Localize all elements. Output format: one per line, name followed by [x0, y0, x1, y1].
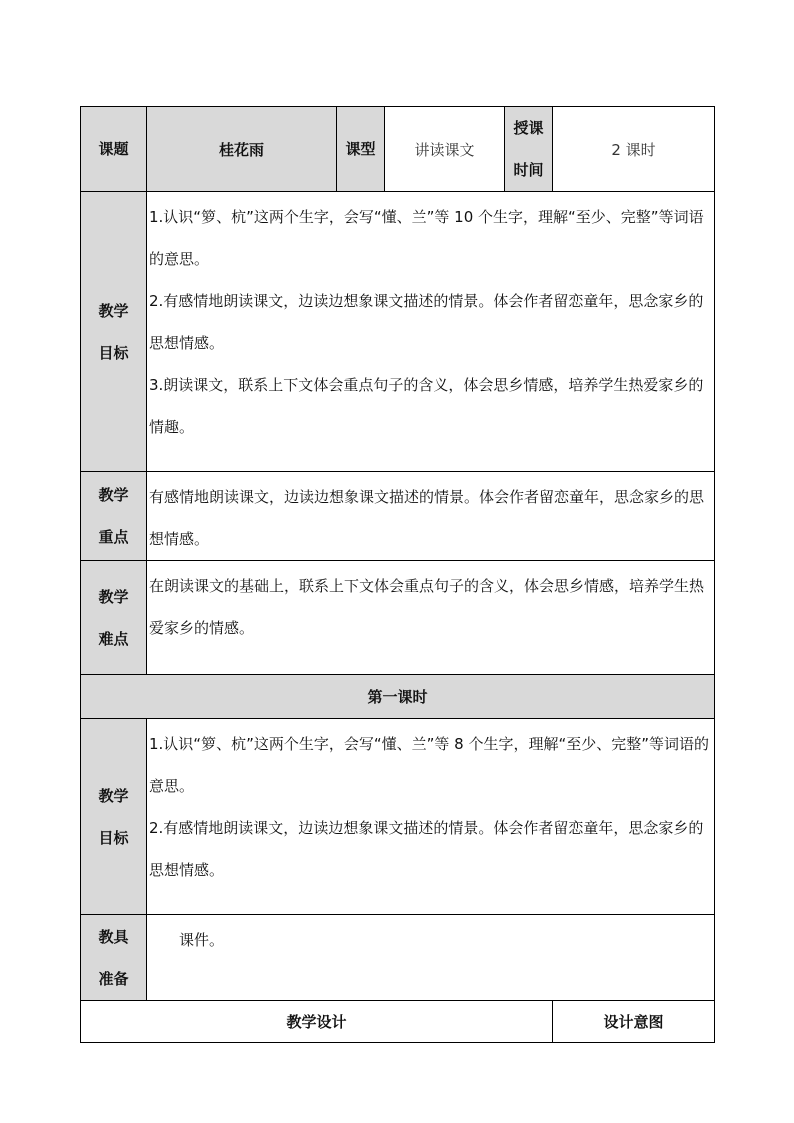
key-points-content: [147, 472, 715, 561]
objectives-label-line-2: 目标: [98, 343, 129, 362]
lesson-plan-table: [80, 106, 715, 1043]
objectives-row: [81, 192, 715, 472]
key-points-label-line-2: 重点: [98, 528, 129, 546]
type-value: 讲读课文: [385, 107, 505, 192]
aids-label: [81, 915, 147, 1001]
topic-label: 课题: [81, 107, 147, 192]
first-lesson-objective-item: 2.有感情地朗读课文，边读边想象课文描述的情景。体会作者留恋童年，思念家乡的思想情感。: [149, 819, 704, 879]
aids-label-line-1: 教具: [98, 927, 129, 946]
objectives-label-line-1: 教学: [98, 301, 129, 320]
first-lesson-label-line-1: 教学: [98, 786, 129, 805]
aids-content: [147, 915, 715, 1001]
time-label-line-1: 授课: [513, 119, 544, 137]
objectives-label: [81, 192, 147, 472]
objective-item: 3.朗读课文，联系上下文体会重点句子的含义，体会思乡情感，培养学生热爱家乡的情趣。: [149, 376, 704, 436]
time-value: 2 课时: [553, 107, 715, 192]
difficulties-label-line-2: 难点: [98, 629, 129, 648]
difficulties-text: 在朗读课文的基础上，联系上下文体会重点句子的含义，体会思乡情感，培养学生热爱家乡的情感。: [149, 577, 705, 637]
difficulties-label-line-1: 教学: [98, 587, 129, 606]
header-row: [81, 107, 715, 192]
first-lesson-objectives-row: [81, 719, 715, 915]
key-points-label: [81, 472, 147, 561]
time-label: [505, 107, 553, 192]
first-lesson-objectives-content: [147, 719, 715, 915]
design-row: [81, 1001, 715, 1043]
objective-item: 1.认识“箩、杭”这两个生字，会写“懂、兰”等 10 个生字，理解“至少、完整”等词语的意思。: [149, 208, 704, 268]
type-label: 课型: [337, 107, 385, 192]
aids-label-line-2: 准备: [98, 969, 129, 988]
aids-row: [81, 915, 715, 1001]
first-lesson-title: 第一课时: [81, 675, 715, 719]
aids-text: 课件。: [179, 931, 225, 949]
first-lesson-objectives-label: [81, 719, 147, 915]
objective-item: 2.有感情地朗读课文，边读边想象课文描述的情景。体会作者留恋童年，思念家乡的思想情感。: [149, 292, 704, 352]
teaching-design-heading: 教学设计: [81, 1001, 553, 1043]
objectives-content: [147, 192, 715, 472]
difficulties-row: [81, 561, 715, 675]
first-lesson-objective-item: 1.认识“箩、杭”这两个生字，会写“懂、兰”等 8 个生字，理解“至少、完整”等词语的意思。: [149, 735, 710, 795]
difficulties-content: [147, 561, 715, 675]
key-points-label-line-1: 教学: [98, 486, 129, 504]
topic-value: 桂花雨: [147, 107, 337, 192]
first-lesson-label-line-2: 目标: [98, 828, 129, 847]
difficulties-label: [81, 561, 147, 675]
time-label-line-2: 时间: [513, 161, 544, 179]
key-points-row: [81, 472, 715, 561]
first-lesson-title-row: [81, 675, 715, 719]
design-intent-heading: 设计意图: [553, 1001, 715, 1043]
key-points-text: 有感情地朗读课文，边读边想象课文描述的情景。体会作者留恋童年，思念家乡的思想情感。: [149, 488, 705, 548]
